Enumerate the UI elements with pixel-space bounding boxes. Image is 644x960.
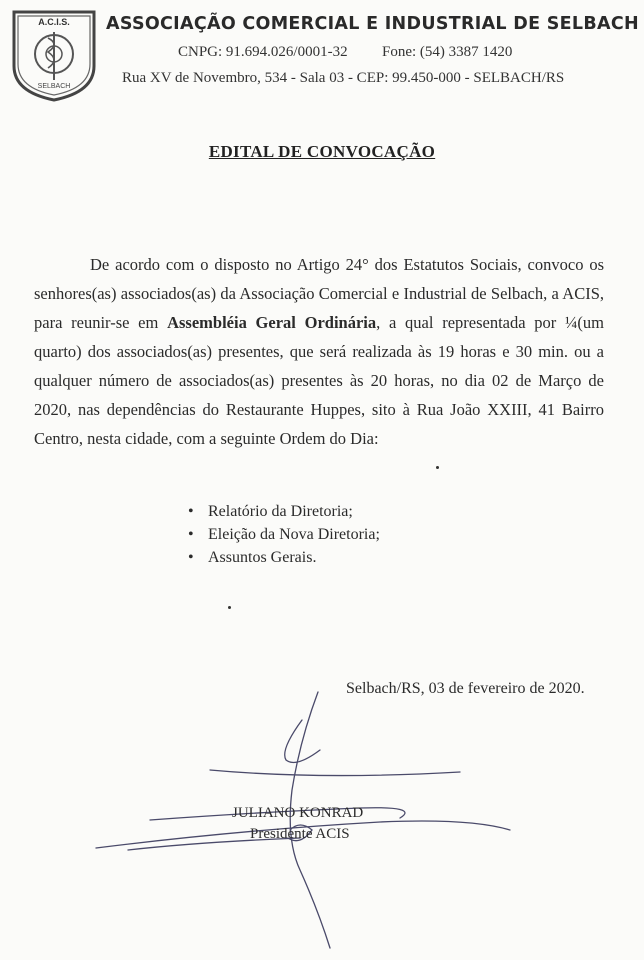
body-emphasis: Assembléia Geral Ordinária xyxy=(167,313,377,332)
document-title: EDITAL DE CONVOCAÇÃO xyxy=(208,142,436,161)
acis-logo xyxy=(8,8,100,104)
logo-text-top: A.C.I.S. xyxy=(38,17,70,27)
agenda-item: • Assuntos Gerais. xyxy=(188,546,380,569)
agenda-item: • Eleição da Nova Diretoria; xyxy=(188,523,380,546)
body-paragraph xyxy=(34,250,604,453)
speck xyxy=(228,606,231,609)
address: Rua XV de Novembro, 534 - Sala 03 - CEP: 99.450-000 - SELBACH/RS xyxy=(122,70,565,86)
logo-text-bottom: SELBACH xyxy=(37,83,71,90)
body-text-part1: De acordo com o disposto no Artigo 24° dos Estatutos Sociais, convoco os senhores(as) associados(as) da Associação Comercial e Industrial de Selbach, a ACIS, para reunir-se em xyxy=(34,255,604,332)
signatory-role: Presidente ACIS xyxy=(250,826,350,842)
body-text-part2: , a qual representada por ¼(um quarto) dos associados(as) presentes, que será realizada às 19 horas e 30 min. ou a qualquer número de associados(as) presentes às 20 horas, no dia 02 de Março de 2020, nas dependências do Restaurante Huppes, sito à Rua João XXIII, 41 Bairro Centro, nesta cidade, com a seguinte Ordem do Dia: xyxy=(34,313,604,448)
agenda-item: • Relatório da Diretoria; xyxy=(188,500,380,523)
place-date: Selbach/RS, 03 de fevereiro de 2020. xyxy=(346,680,585,697)
speck xyxy=(436,466,439,469)
phone: Fone: (54) 3387 1420 xyxy=(382,44,513,60)
agenda-list xyxy=(188,500,380,569)
cnpj: CNPG: 91.694.026/0001-32 xyxy=(178,44,348,60)
org-name: ASSOCIAÇÃO COMERCIAL E INDUSTRIAL DE SELBACH xyxy=(106,14,639,34)
signatory-name: JULIANO KONRAD xyxy=(232,805,364,821)
